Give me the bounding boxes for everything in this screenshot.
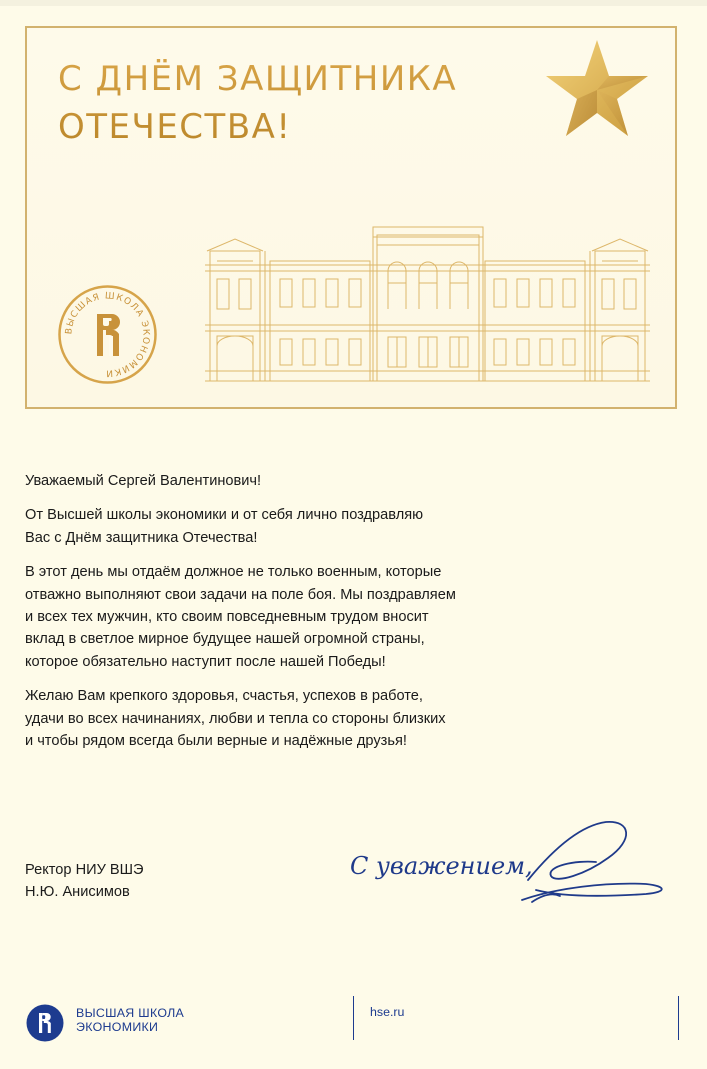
footer-divider-left xyxy=(353,996,354,1040)
card-title-line2: ОТЕЧЕСТВА! xyxy=(58,107,292,147)
star-icon xyxy=(545,38,650,146)
letter-paragraph-2: В этот день мы отдаём должное не только военным, которые отважно выполняют свои задачи на поле боя. Мы поздравляем и всех тех мужчин, кто своим повседневным трудом вносит вклад в светлое мирное будущее нашей огромной страны, которое обязательно наступит после нашей Победы! xyxy=(25,564,456,670)
signoff-name: Н.Ю. Анисимов xyxy=(25,884,130,900)
university-building-illustration xyxy=(205,221,650,384)
card-title xyxy=(58,55,538,151)
footer-org-line1: ВЫСШАЯ ШКОЛА xyxy=(76,1006,185,1020)
footer-org-name xyxy=(76,1006,184,1034)
letter-paragraph-1: От Высшей школы экономики и от себя лично поздравляю Вас с Днём защитника Отечества! xyxy=(25,507,424,546)
signoff-block xyxy=(25,859,144,903)
hse-seal-logo xyxy=(57,284,158,385)
seal-text: ВЫСШАЯ ШКОЛА ЭКОНОМИКИ xyxy=(64,291,151,378)
footer-org-line2: ЭКОНОМИКИ xyxy=(76,1020,159,1034)
top-strip xyxy=(0,0,707,6)
letter-paragraph-3: Желаю Вам крепкого здоровья, счастья, успехов в работе, удачи во всех начинаниях, любви и тепла со стороны близких и чтобы рядом всегда были верные и надёжные друзья! xyxy=(25,688,446,750)
footer-website-link[interactable]: hse.ru xyxy=(370,1005,405,1019)
card-title-line1: С ДНЁМ ЗАЩИТНИКА xyxy=(58,59,458,99)
signature-text: С уважением, xyxy=(350,852,533,880)
letter-body xyxy=(25,470,585,764)
handwritten-signature xyxy=(346,818,676,910)
signoff-position: Ректор НИУ ВШЭ xyxy=(25,862,144,878)
letter-salutation: Уважаемый Сергей Валентинович! xyxy=(25,473,262,489)
hse-footer-logo xyxy=(26,1004,64,1042)
footer-divider-right xyxy=(678,996,679,1040)
